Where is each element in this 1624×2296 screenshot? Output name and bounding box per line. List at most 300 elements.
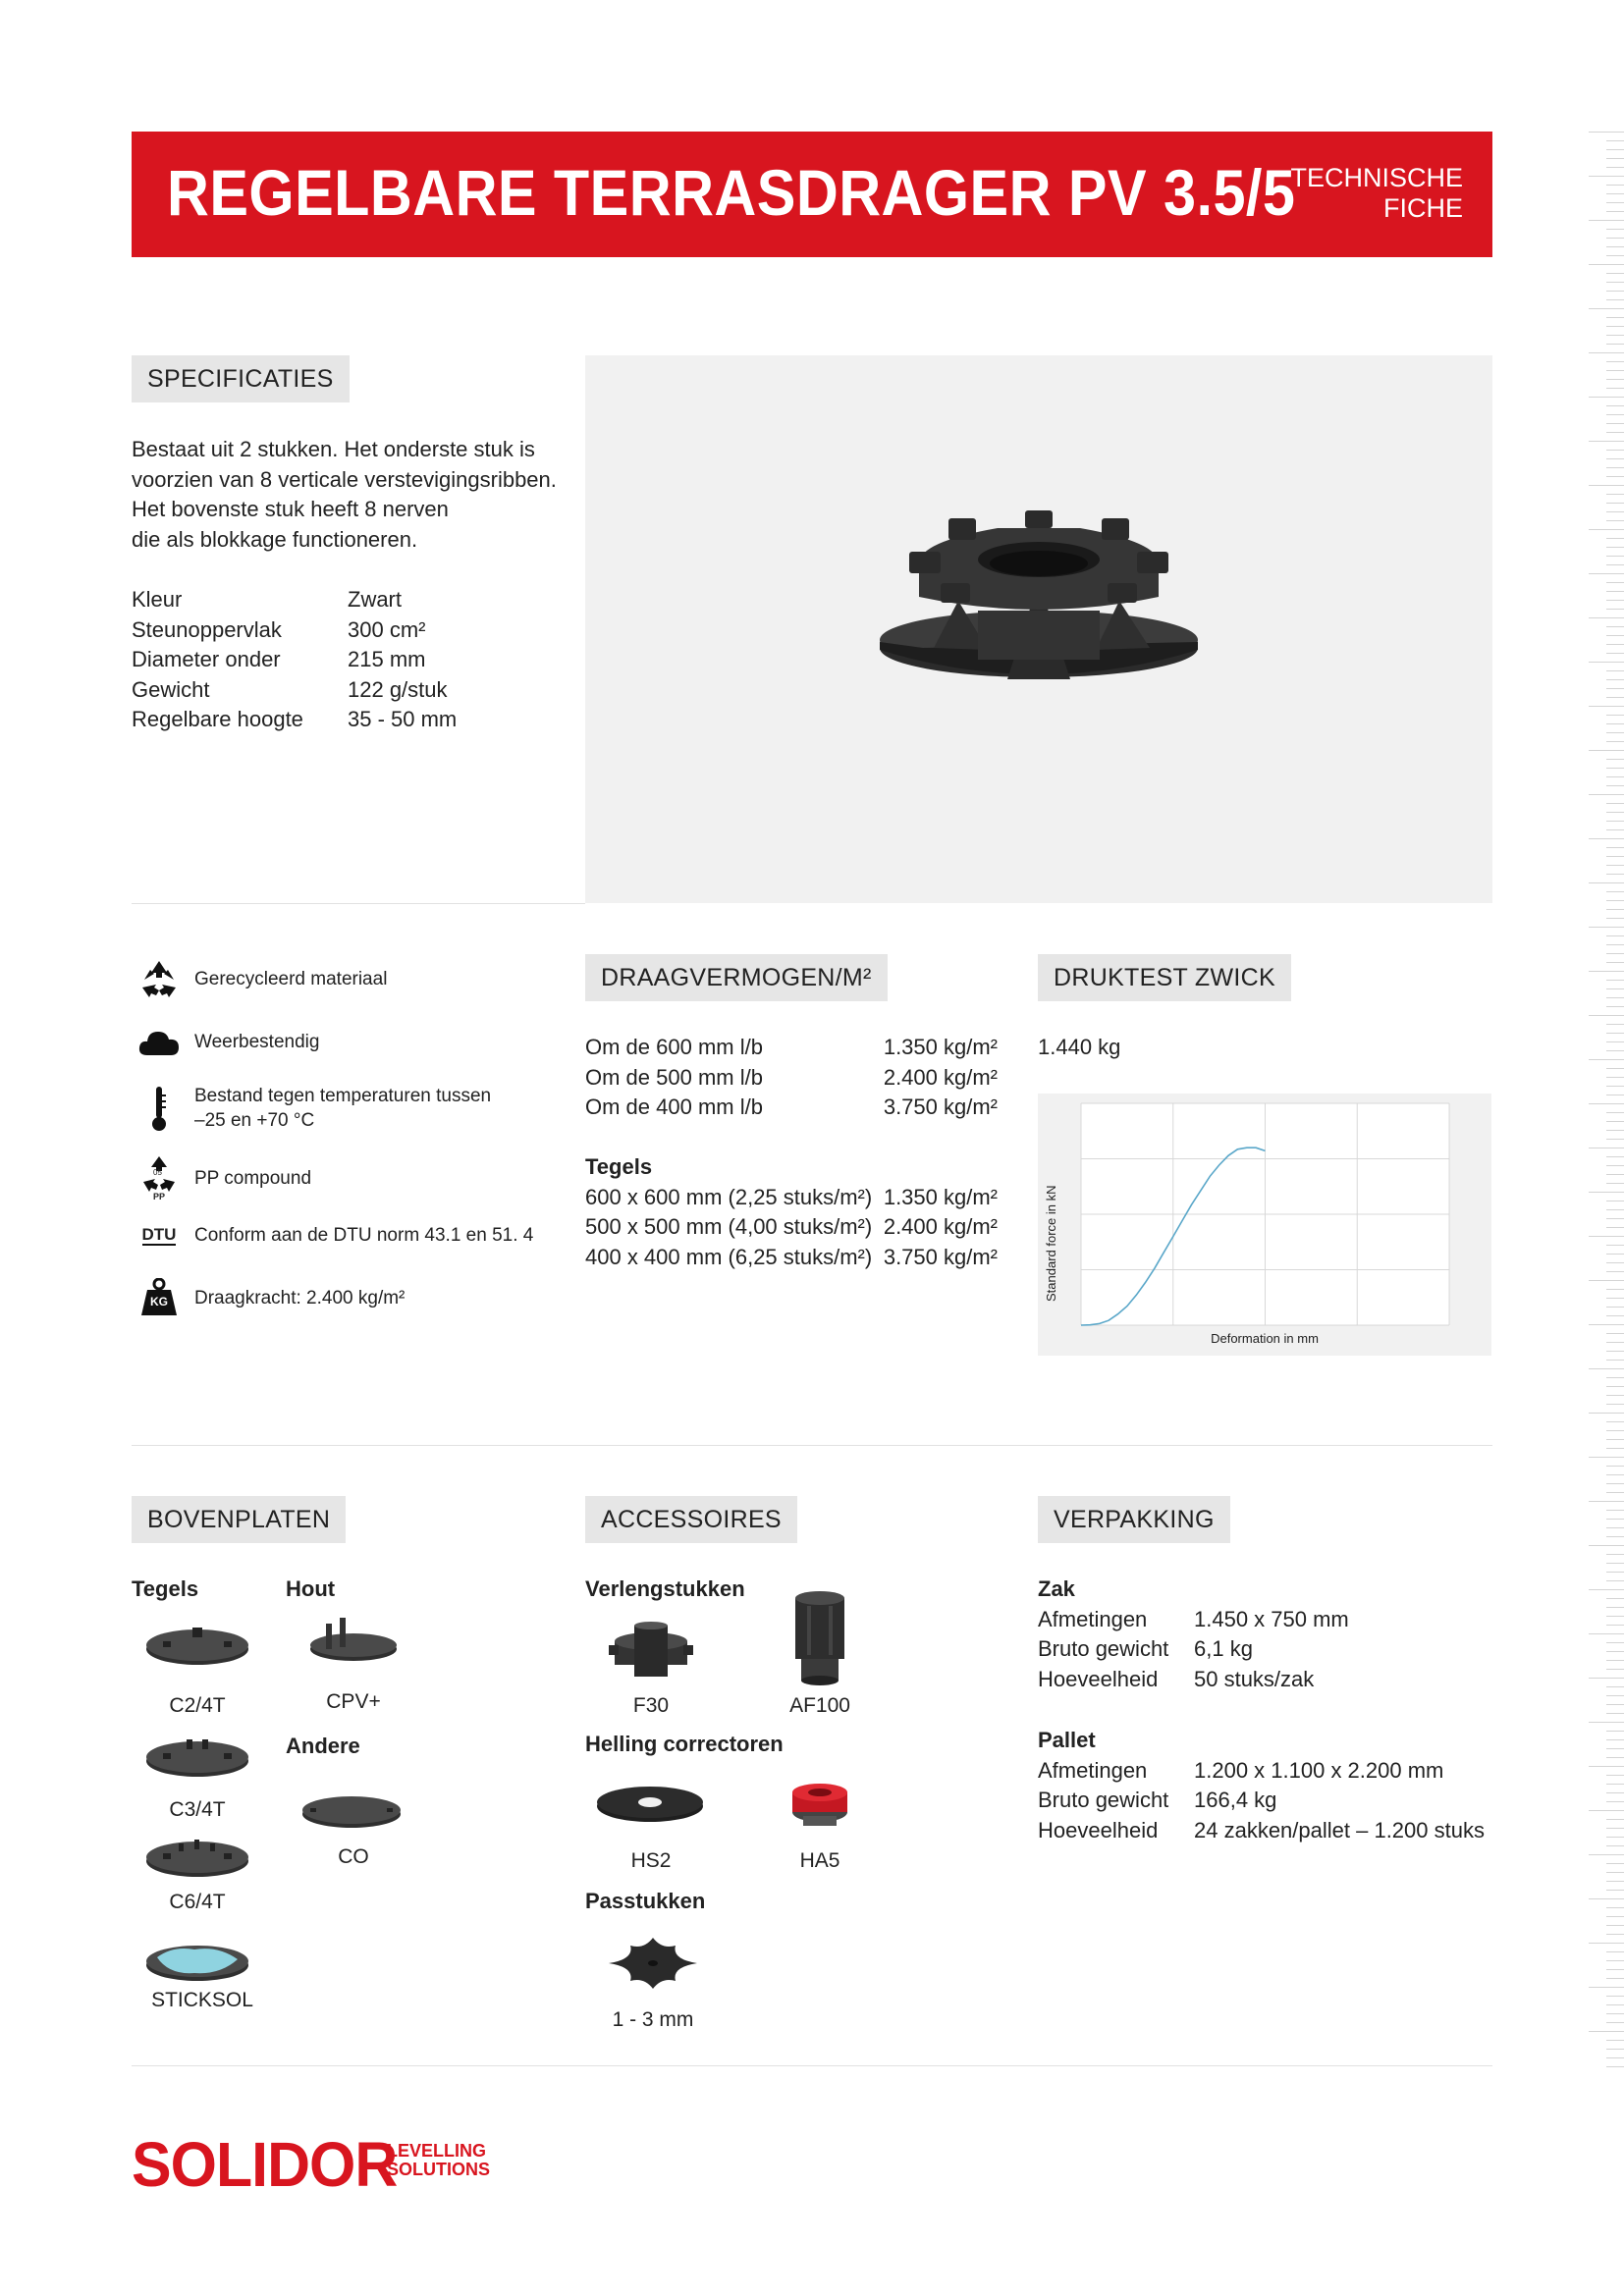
row-key: 400 x 400 mm (6,25 stuks/m²) (585, 1244, 873, 1269)
spec-row (132, 705, 457, 735)
chart-xlabel: Deformation in mm (1211, 1331, 1319, 1346)
ruler-tick (1589, 838, 1624, 839)
pallet-row (1038, 1786, 1485, 1816)
ruler-tick (1606, 1625, 1624, 1626)
ruler-tick (1606, 2004, 1624, 2005)
ruler-tick (1606, 1262, 1624, 1263)
divider (132, 2065, 1492, 2066)
ruler-tick (1589, 1589, 1624, 1590)
ruler-tick (1606, 564, 1624, 565)
ruler-tick (1606, 1033, 1624, 1034)
ruler-tick (1606, 1642, 1624, 1643)
spec-key: Regelbare hoogte (132, 707, 303, 731)
ruler-tick (1606, 1934, 1624, 1935)
ruler-tick (1606, 414, 1624, 415)
ruler-tick (1606, 185, 1624, 186)
ruler-tick (1589, 882, 1624, 883)
feature-load-capacity (132, 1278, 405, 1317)
draagvermogen-tag: DRAAGVERMOGEN/M² (585, 954, 888, 1001)
logo-tagline-line: LEVELLING (387, 2141, 487, 2161)
chart-svg (1038, 1094, 1491, 1356)
ruler-tick (1606, 1430, 1624, 1431)
ruler-tick (1606, 273, 1624, 274)
product-image-panel (585, 355, 1492, 903)
row-key: 600 x 600 mm (2,25 stuks/m²) (585, 1184, 873, 1209)
tegels-row (585, 1212, 998, 1243)
feature-label: PP compound (194, 1167, 312, 1189)
ruler-tick (1589, 1280, 1624, 1281)
tegels-title: Tegels (585, 1154, 653, 1179)
recycle-icon (132, 958, 187, 999)
ruler-tick (1606, 653, 1624, 654)
ruler-tick (1606, 1951, 1624, 1952)
ruler-tick (1606, 1315, 1624, 1316)
ruler-tick (1589, 1236, 1624, 1237)
ruler-tick (1589, 1324, 1624, 1325)
ruler-tick (1606, 1554, 1624, 1555)
ruler-tick (1606, 1351, 1624, 1352)
chart-ylabel: Standard force in kN (1044, 1185, 1058, 1302)
hs2-corrector-image (595, 1783, 705, 1826)
hs2-label: HS2 (630, 1849, 672, 1872)
f30-extension-image (609, 1622, 693, 1682)
ruler-tick (1606, 556, 1624, 557)
ruler-tick (1606, 467, 1624, 468)
ruler-tick (1606, 909, 1624, 910)
ruler-tick (1606, 829, 1624, 830)
ruler-tick (1606, 1360, 1624, 1361)
ruler-tick (1606, 432, 1624, 433)
ruler-tick (1606, 1731, 1624, 1732)
ruler-tick (1606, 1183, 1624, 1184)
ruler-tick (1606, 944, 1624, 945)
ruler-tick (1606, 335, 1624, 336)
c64t-plate-image (143, 1836, 251, 1881)
specificaties-table (132, 585, 457, 735)
sticksol-plate-image (143, 1936, 251, 1985)
row-value: 1.450 x 750 mm (1194, 1606, 1349, 1631)
document-type-line2: FICHE (1383, 193, 1463, 223)
ruler-tick (1606, 1872, 1624, 1873)
c34t-label: C3/4T (169, 1798, 226, 1821)
c34t-plate-image (143, 1735, 251, 1781)
spec-row (132, 615, 457, 646)
ruler-tick (1589, 1545, 1624, 1546)
sticksol-label: STICKSOL (151, 1989, 253, 2011)
ruler-tick (1606, 1572, 1624, 1573)
ruler-tick (1606, 1704, 1624, 1705)
ruler-tick (1606, 1845, 1624, 1846)
ruler-tick (1606, 1713, 1624, 1714)
row-value: 166,4 kg (1194, 1788, 1277, 1812)
ruler-tick (1606, 741, 1624, 742)
row-key: Om de 500 mm l/b (585, 1064, 763, 1090)
pallet-row (1038, 1816, 1485, 1846)
ruler-tick (1589, 1987, 1624, 1988)
ruler-tick (1606, 1156, 1624, 1157)
c24t-label: C2/4T (169, 1694, 226, 1717)
druktest-tag: DRUKTEST ZWICK (1038, 954, 1291, 1001)
af100-extension-image (789, 1590, 850, 1686)
ruler-tick (1606, 1289, 1624, 1290)
spec-key: Diameter onder (132, 647, 281, 671)
ruler-tick (1606, 670, 1624, 671)
row-value: 6,1 kg (1194, 1636, 1253, 1661)
row-key: Hoeveelheid (1038, 1666, 1159, 1691)
ruler-tick (1606, 476, 1624, 477)
ruler-tick (1589, 1103, 1624, 1104)
ruler-tick (1606, 1112, 1624, 1113)
specificaties-description (132, 435, 557, 555)
ruler-tick (1606, 2066, 1624, 2067)
ruler-tick (1589, 573, 1624, 574)
ruler-tick (1606, 918, 1624, 919)
row-key: Afmetingen (1038, 1606, 1148, 1631)
ruler-tick (1589, 176, 1624, 177)
ruler-tick (1606, 1271, 1624, 1272)
ruler-tick (1606, 1828, 1624, 1829)
ruler-tick (1606, 520, 1624, 521)
ruler-tick (1606, 1342, 1624, 1343)
ruler-tick (1606, 1050, 1624, 1051)
row-value: 24 zakken/pallet – 1.200 stuks (1194, 1817, 1485, 1842)
ruler-tick (1606, 238, 1624, 239)
ruler-tick (1606, 1086, 1624, 1087)
zak-heading: Zak (1038, 1576, 1075, 1601)
af100-label: AF100 (789, 1694, 850, 1717)
ruler-tick (1606, 458, 1624, 459)
ruler-tick (1606, 1695, 1624, 1696)
ruler-tick (1606, 1218, 1624, 1219)
ruler-tick (1606, 1404, 1624, 1405)
ruler-tick (1606, 732, 1624, 733)
ruler-tick (1606, 1006, 1624, 1007)
ruler-tick (1606, 1996, 1624, 1997)
row-key: Bruto gewicht (1038, 1788, 1169, 1812)
ruler-tick (1606, 1969, 1624, 1970)
ruler-tick (1606, 1784, 1624, 1785)
pallet-table (1038, 1726, 1485, 1845)
ha5-label: HA5 (799, 1849, 840, 1872)
spec-row (132, 675, 457, 706)
shim-image (603, 1934, 703, 1993)
c24t-plate-image (143, 1624, 251, 1669)
ruler-tick (1606, 1439, 1624, 1440)
cloud-icon (132, 1027, 187, 1056)
passtukken-heading: Passtukken (585, 1889, 706, 1913)
ruler-tick (1606, 1041, 1624, 1042)
ruler-tick (1606, 1651, 1624, 1652)
ruler-tick (1606, 388, 1624, 389)
ruler-tick (1606, 1748, 1624, 1749)
ruler-tick (1589, 706, 1624, 707)
zak-table (1038, 1575, 1349, 1694)
ruler-tick (1589, 485, 1624, 486)
ruler-tick (1606, 1616, 1624, 1617)
ruler-tick (1606, 1598, 1624, 1599)
ruler-tick (1589, 1810, 1624, 1811)
ruler-tick (1589, 927, 1624, 928)
row-key: Hoeveelheid (1038, 1817, 1159, 1842)
ruler-tick (1606, 1978, 1624, 1979)
ruler-tick (1589, 1457, 1624, 1458)
pp-recycle-icon (132, 1154, 187, 1201)
pedestal-product-image (585, 355, 1492, 903)
co-label: CO (338, 1845, 369, 1868)
ruler-tick (1606, 900, 1624, 901)
tegels-row (585, 1183, 998, 1213)
margin-ruler (1585, 132, 1624, 2065)
ruler-tick (1606, 1510, 1624, 1511)
ruler-tick (1606, 856, 1624, 857)
specificaties-tag: SPECIFICATIES (132, 355, 350, 402)
ruler-tick (1606, 1139, 1624, 1140)
spec-value: 215 mm (348, 647, 426, 671)
feature-pp-compound (132, 1154, 311, 1201)
ruler-tick (1606, 547, 1624, 548)
verpakking-tag: VERPAKKING (1038, 1496, 1230, 1543)
ruler-tick (1589, 1898, 1624, 1899)
ruler-tick (1589, 617, 1624, 618)
solidor-logo (132, 2128, 491, 2201)
ruler-tick (1589, 2031, 1624, 2032)
ruler-tick (1606, 609, 1624, 610)
spec-row (132, 585, 457, 615)
ruler-tick (1606, 1448, 1624, 1449)
feature-dtu (132, 1223, 533, 1248)
ruler-tick (1606, 759, 1624, 760)
ruler-tick (1606, 1775, 1624, 1776)
ruler-tick (1589, 1766, 1624, 1767)
ruler-tick (1589, 1192, 1624, 1193)
ruler-tick (1606, 1686, 1624, 1687)
spec-value: 35 - 50 mm (348, 707, 458, 731)
ruler-tick (1589, 220, 1624, 221)
row-key: Om de 400 mm l/b (585, 1095, 763, 1119)
ruler-tick (1606, 140, 1624, 141)
weight-kg-icon (132, 1278, 187, 1317)
spec-row (132, 645, 457, 675)
ruler-tick (1606, 865, 1624, 866)
row-value: 1.350 kg/m² (883, 1035, 998, 1059)
ruler-tick (1606, 723, 1624, 724)
ruler-tick (1606, 1121, 1624, 1122)
ruler-tick (1606, 503, 1624, 504)
ruler-tick (1606, 1819, 1624, 1820)
ruler-tick (1606, 768, 1624, 769)
ruler-tick (1606, 538, 1624, 539)
divider (132, 1445, 1492, 1446)
ruler-tick (1606, 317, 1624, 318)
ruler-tick (1606, 167, 1624, 168)
ruler-tick (1606, 688, 1624, 689)
helling-heading: Helling correctoren (585, 1732, 784, 1756)
ruler-tick (1606, 1386, 1624, 1387)
accessoires-tag: ACCESSOIRES (585, 1496, 797, 1543)
ruler-tick (1589, 529, 1624, 530)
description-line: voorzien van 8 verticale verstevigingsribben. (132, 466, 557, 492)
ruler-tick (1606, 980, 1624, 981)
ruler-tick (1606, 1916, 1624, 1917)
ruler-tick (1606, 1254, 1624, 1255)
spec-value: 300 cm² (348, 616, 426, 642)
ruler-tick (1606, 405, 1624, 406)
ruler-tick (1606, 202, 1624, 203)
feature-recycled (132, 958, 387, 999)
ruler-tick (1589, 794, 1624, 795)
ruler-tick (1606, 626, 1624, 627)
ruler-tick (1606, 997, 1624, 998)
pass-size-label: 1 - 3 mm (612, 2008, 694, 2031)
ruler-tick (1606, 935, 1624, 936)
ruler-tick (1606, 953, 1624, 954)
feature-label: Conform aan de DTU norm 43.1 en 51. 4 (194, 1225, 534, 1246)
document-type (1290, 163, 1463, 224)
tegels-heading: Tegels (132, 1576, 199, 1601)
spec-value: 122 g/stuk (348, 676, 448, 702)
feature-label-line: Bestand tegen temperaturen tussen (194, 1086, 492, 1106)
row-value: 2.400 kg/m² (883, 1214, 998, 1239)
ruler-tick (1606, 600, 1624, 601)
ruler-tick (1606, 1837, 1624, 1838)
pp-recycle-text: PP (153, 1192, 166, 1201)
ruler-tick (1606, 255, 1624, 256)
ruler-tick (1606, 299, 1624, 300)
page-title: REGELBARE TERRASDRAGER PV 3.5/5 (167, 156, 1296, 229)
feature-label: Gerecycleerd materiaal (194, 968, 388, 989)
ruler-tick (1606, 423, 1624, 424)
ruler-tick (1606, 1669, 1624, 1670)
ruler-tick (1589, 397, 1624, 398)
ruler-tick (1606, 679, 1624, 680)
ruler-tick (1589, 1943, 1624, 1944)
ruler-tick (1606, 644, 1624, 645)
ruler-tick (1606, 193, 1624, 194)
row-value: 2.400 kg/m² (883, 1064, 998, 1090)
f30-label: F30 (632, 1694, 670, 1717)
ruler-tick (1606, 874, 1624, 875)
ruler-tick (1589, 1854, 1624, 1855)
tegels-row (585, 1243, 998, 1273)
ruler-tick (1606, 246, 1624, 247)
ruler-tick (1606, 2049, 1624, 2050)
ruler-tick (1606, 361, 1624, 362)
hout-heading: Hout (286, 1576, 336, 1601)
row-key: Om de 600 mm l/b (585, 1035, 763, 1059)
ruler-tick (1606, 697, 1624, 698)
ruler-tick (1606, 847, 1624, 848)
draagvermogen-row (585, 1063, 998, 1094)
row-key: Bruto gewicht (1038, 1636, 1169, 1661)
ruler-tick (1589, 132, 1624, 133)
ruler-tick (1606, 1519, 1624, 1520)
feature-label-line: –25 en +70 °C (194, 1110, 315, 1131)
logo-tagline-line: SOLUTIONS (387, 2160, 491, 2179)
ruler-tick (1606, 1024, 1624, 1025)
ruler-tick (1589, 1633, 1624, 1634)
document-type-line1: TECHNISCHE (1290, 163, 1463, 192)
ruler-tick (1589, 264, 1624, 265)
ruler-tick (1606, 282, 1624, 283)
ruler-tick (1606, 1907, 1624, 1908)
cpv-label: CPV+ (326, 1690, 381, 1713)
ruler-tick (1606, 1307, 1624, 1308)
ruler-tick (1606, 1130, 1624, 1131)
ruler-tick (1589, 352, 1624, 353)
ruler-tick (1606, 511, 1624, 512)
ruler-tick (1589, 1015, 1624, 1016)
ruler-tick (1606, 326, 1624, 327)
ruler-tick (1606, 450, 1624, 451)
ruler-tick (1606, 1466, 1624, 1467)
ruler-tick (1606, 158, 1624, 159)
row-value: 50 stuks/zak (1194, 1666, 1315, 1691)
zak-row (1038, 1665, 1349, 1695)
ruler-tick (1606, 1960, 1624, 1961)
ruler-tick (1606, 891, 1624, 892)
ruler-tick (1606, 370, 1624, 371)
ruler-tick (1606, 1563, 1624, 1564)
thermometer-icon (132, 1085, 187, 1132)
ruler-tick (1606, 1209, 1624, 1210)
ruler-tick (1606, 1660, 1624, 1661)
ruler-tick (1606, 149, 1624, 150)
ruler-tick (1606, 1757, 1624, 1758)
ruler-tick (1606, 2040, 1624, 2041)
ruler-tick (1589, 1501, 1624, 1502)
ruler-tick (1606, 591, 1624, 592)
ruler-tick (1606, 582, 1624, 583)
ruler-tick (1606, 379, 1624, 380)
ruler-tick (1606, 962, 1624, 963)
ruler-tick (1606, 291, 1624, 292)
ruler-tick (1589, 1722, 1624, 1723)
title-banner (132, 132, 1492, 257)
feature-label (194, 1084, 491, 1133)
description-line: Bestaat uit 2 stukken. Het onderste stuk is (132, 437, 535, 461)
ruler-tick (1606, 1792, 1624, 1793)
ruler-tick (1606, 1483, 1624, 1484)
ruler-tick (1589, 971, 1624, 972)
ruler-tick (1606, 1536, 1624, 1537)
feature-weather (132, 1027, 319, 1056)
row-value: 3.750 kg/m² (883, 1244, 998, 1269)
row-value: 1.350 kg/m² (883, 1184, 998, 1209)
ruler-tick (1606, 776, 1624, 777)
ruler-tick (1606, 1925, 1624, 1926)
feature-label: Weerbestendig (194, 1031, 320, 1052)
ruler-tick (1606, 821, 1624, 822)
ruler-tick (1606, 635, 1624, 636)
bovenplaten-tag: BOVENPLATEN (132, 1496, 346, 1543)
ruler-tick (1606, 1298, 1624, 1299)
ha5-corrector-image (785, 1779, 854, 1834)
ruler-tick (1606, 1607, 1624, 1608)
ruler-tick (1589, 441, 1624, 442)
ruler-tick (1589, 750, 1624, 751)
ruler-tick (1606, 1333, 1624, 1334)
pallet-heading: Pallet (1038, 1728, 1096, 1752)
ruler-tick (1589, 308, 1624, 309)
ruler-tick (1606, 344, 1624, 345)
row-value: 3.750 kg/m² (883, 1095, 998, 1119)
ruler-tick (1606, 1580, 1624, 1581)
ruler-tick (1606, 1863, 1624, 1864)
zak-row (1038, 1634, 1349, 1665)
ruler-tick (1606, 1395, 1624, 1396)
ruler-tick (1606, 1492, 1624, 1493)
ruler-tick (1606, 1421, 1624, 1422)
